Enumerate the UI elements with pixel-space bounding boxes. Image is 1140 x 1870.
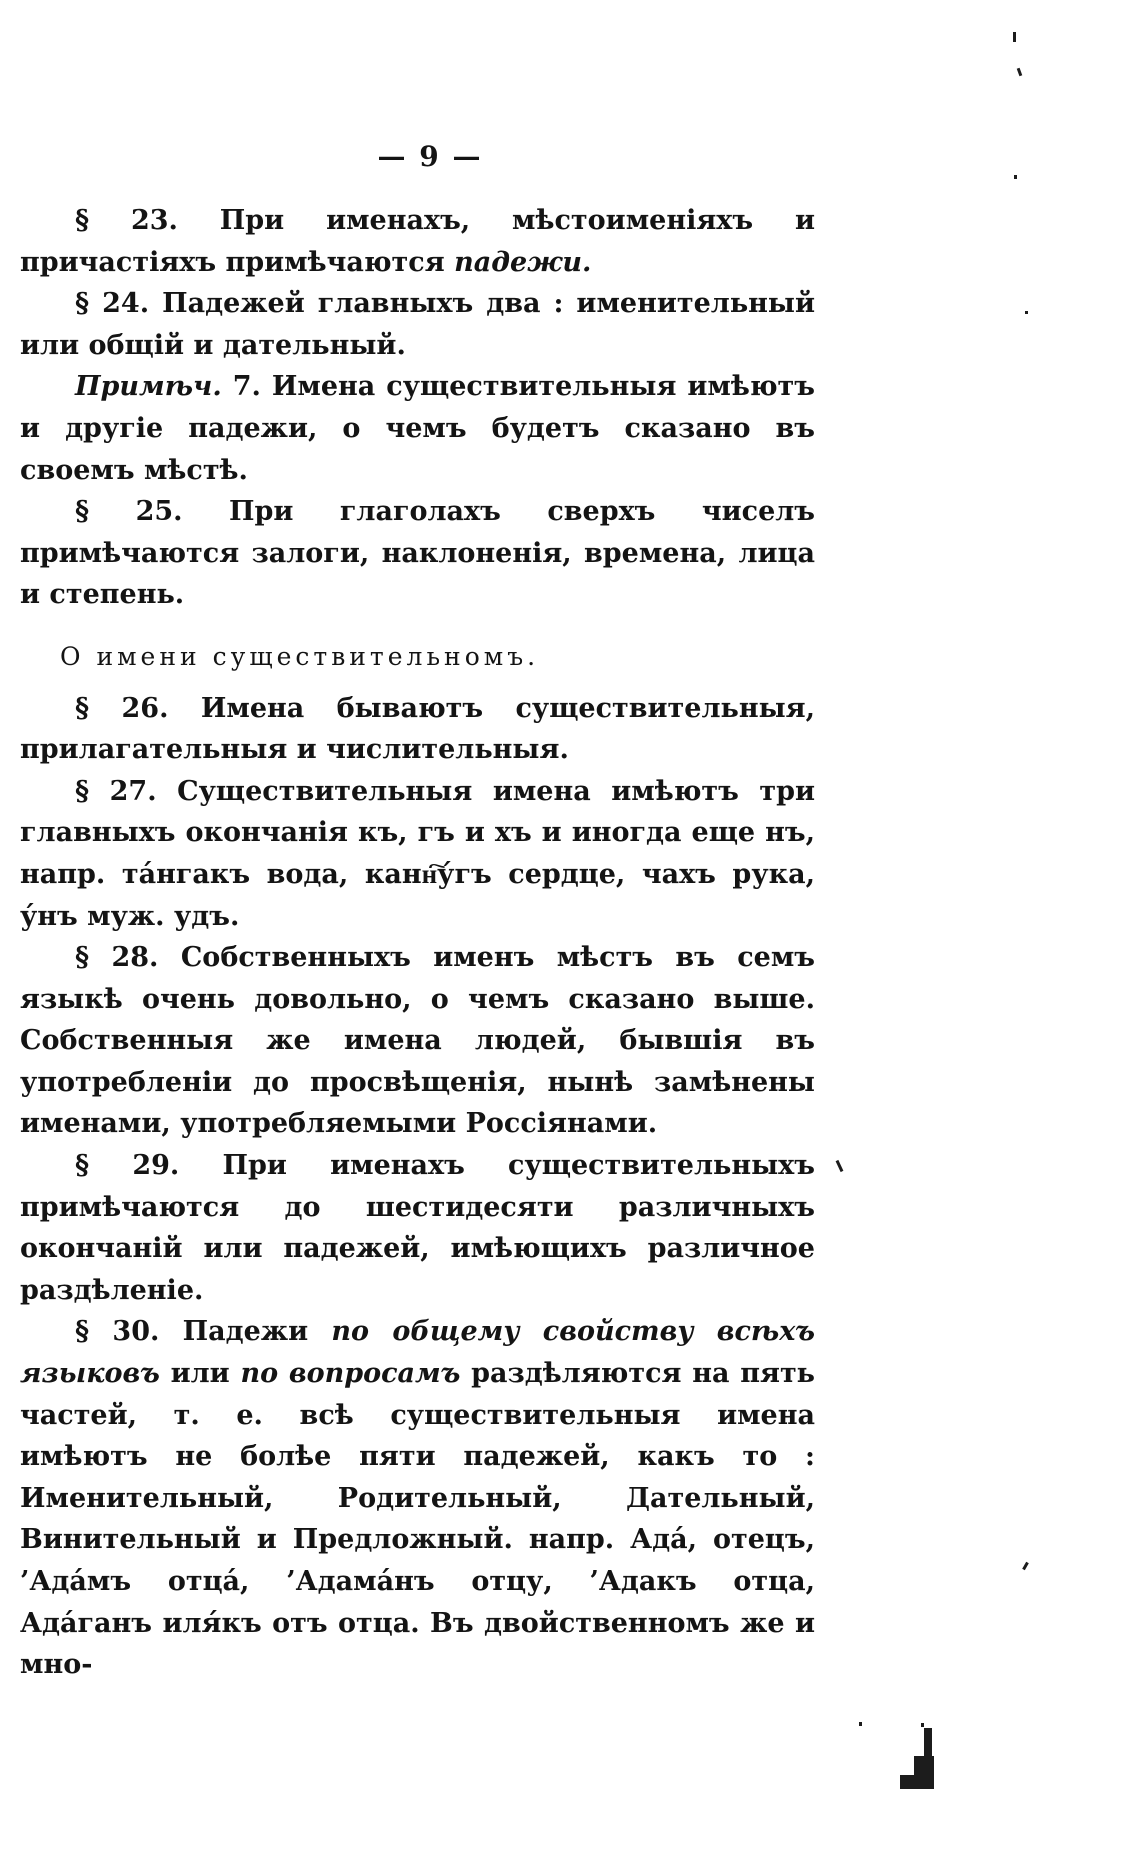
section-paragraph	[20, 283, 815, 366]
scan-speck	[836, 1160, 844, 1172]
text-run: § 25. При глаголахъ сверхъ чиселъ примѣчаются залоги, наклоненія, времена, лица и степень.	[20, 496, 815, 611]
text-run: § 28. Собственныхъ именъ мѣстъ въ семъ языкѣ очень довольно, о чемъ сказано выше. Собственныя же имена людей, бывшія въ употребленіи до просвѣщенія, нынѣ замѣнены именами, употребляемыми Россіянами.	[20, 942, 815, 1140]
text-run: § 26. Имена бываютъ существительныя, прилагательныя и числительныя.	[20, 692, 815, 766]
text-run: § 29. При именахъ существительныхъ примѣчаются до шестидесяти различныхъ окончаній или падежей, имѣющихъ различное раздѣленіе.	[20, 1150, 815, 1306]
section-paragraph	[20, 771, 815, 937]
section-paragraph	[20, 937, 815, 1145]
scan-edge-mark	[900, 1775, 934, 1789]
italic-run: Примѣч.	[75, 371, 222, 403]
section-paragraph	[20, 1311, 815, 1685]
text-run: § 30. Падежи	[75, 1316, 332, 1348]
text-run: § 23. При именахъ, мѣстоименіяхъ и причастіяхъ примѣчаются	[20, 205, 815, 278]
section-paragraph	[20, 491, 815, 616]
text-run: § 24. Падежей главныхъ два : именительный или общій и дательный.	[20, 288, 815, 361]
section-paragraph	[20, 1145, 815, 1311]
text-run: 7. Имена существительныя имѣютъ и другіе падежи, о чемъ будетъ сказано въ своемъ мѣстѣ.	[20, 371, 815, 486]
section-paragraph	[20, 688, 815, 771]
text-run: раздѣляются на пять частей, т. е. всѣ существительныя имена имѣютъ не болѣе пяти падежей, какъ то : Именительный, Родительный, Дательный, Винительный и Предложный. напр. Ада́, отецъ, ’Ада́мъ отца́, ’Адама́нъ отцу, ’Адакъ отца, Ада́ганъ иля́къ отъ отца. Въ двойственномъ же и мно-	[20, 1358, 816, 1681]
text-body	[20, 200, 815, 1686]
section-paragraph	[20, 200, 815, 283]
scan-speck	[1014, 175, 1017, 179]
section-heading	[20, 636, 815, 678]
scan-speck	[921, 1723, 924, 1727]
scan-speck	[859, 1722, 862, 1726]
italic-run: по вопросамъ	[240, 1358, 461, 1390]
italic-run: падежи.	[454, 246, 592, 278]
text-run: § 27. Существительныя имена имѣютъ три главныхъ окончанія къ, гъ и хъ и иногда еще нъ, напр. та́нгакъ вода, канн҇у́гъ сердце, чахъ рука, у́нъ муж. удъ.	[20, 775, 815, 932]
page-number: — 9 —	[377, 140, 483, 173]
note-paragraph	[20, 366, 815, 491]
text-run: О имени существительномъ.	[60, 641, 540, 671]
italic-run: по общему свойству всѣхъ языковъ	[20, 1316, 815, 1390]
scan-speck	[1025, 311, 1028, 314]
scan-speck	[1017, 68, 1023, 77]
text-run: или	[159, 1358, 241, 1390]
scan-speck	[1022, 1562, 1029, 1570]
scan-speck	[1013, 32, 1016, 42]
